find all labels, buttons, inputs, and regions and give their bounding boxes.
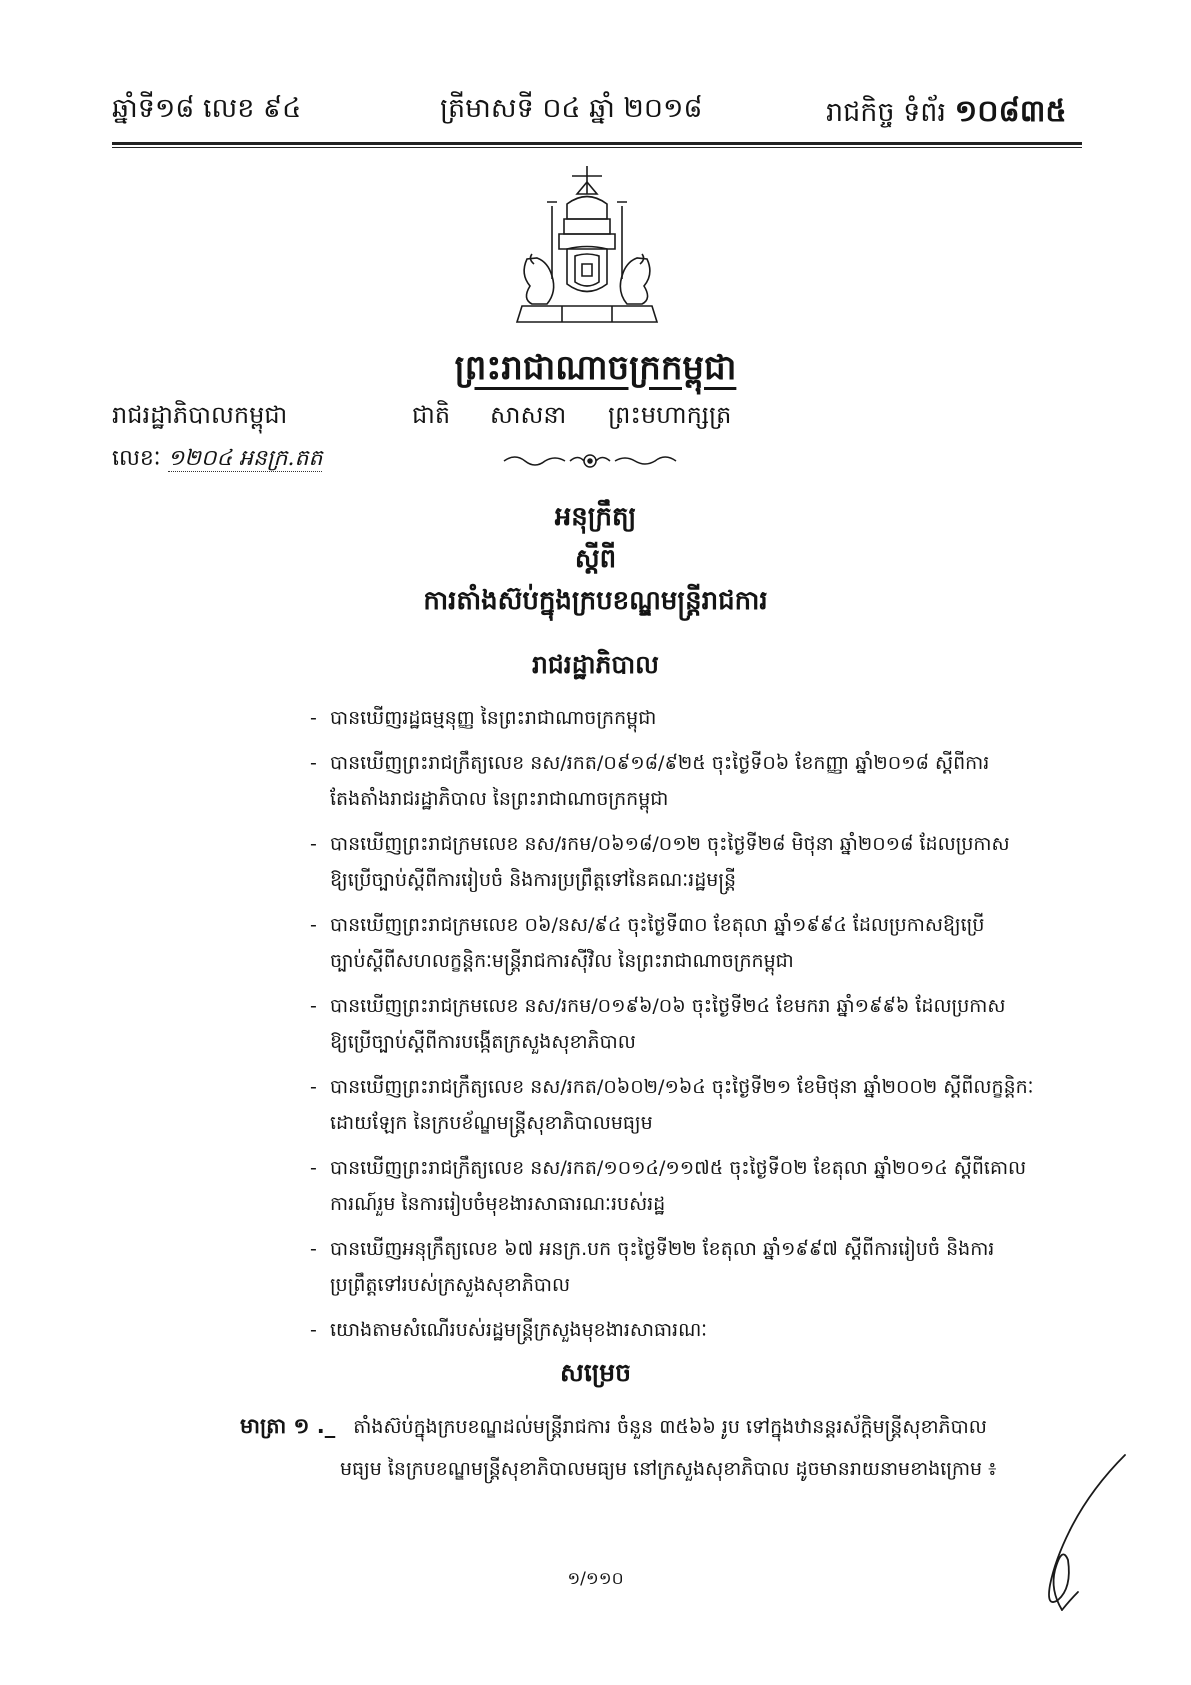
- consideration-item: - បានឃើញអនុក្រឹត្យលេខ ៦៧ អនក្រ.បក ចុះថ្ងៃទី២២ ខែតុលា ឆ្នាំ១៩៩៧ ស្ដីពីការរៀបចំ និងការ ប្រព្រឹត្តទៅរបស់ក្រសួងសុខាភិបាល: [310, 1238, 995, 1296]
- consideration-item: - បានឃើញព្រះរាជក្រមលេខ នស/រកម/០១៩៦/០៦ ចុះថ្ងៃទី២៤ ខែមករា ឆ្នាំ១៩៩៦ ដែលប្រកាស ឱ្យប្រើច្បាប់ស្ដីពីការបង្កើតក្រសួងសុខាភិបាល: [310, 995, 1006, 1053]
- motto-nation: ជាតិ: [412, 401, 451, 429]
- gazette-date: ត្រីមាសទី ០៤ ឆ្នាំ ២០១៨: [440, 93, 703, 124]
- reference-number: [112, 444, 322, 476]
- royal-coat-of-arms-icon: [512, 164, 662, 334]
- motto-king: ព្រះមហាក្សត្រ: [608, 401, 732, 429]
- consideration-item: - បានឃើញព្រះរាជក្រមលេខ នស/រកម/០៦១៨/០១២ ចុះថ្ងៃទី២៨ មិថុនា ឆ្នាំ២០១៨ ដែលប្រកាស ឱ្យប្រើច្បាប់ស្ដីពីការរៀបចំ និងការប្រព្រឹត្តទៅនៃគណៈរដ្ឋមន្ត្រី: [310, 833, 1010, 891]
- consideration-item: - បានឃើញរដ្ឋធម្មនុញ្ញ នៃព្រះរាជាណាចក្រកម្ពុជា: [310, 707, 657, 729]
- decree-subject: ការតាំងស៊ប់ក្នុងក្របខណ្ឌមន្ត្រីរាជការ: [423, 586, 768, 616]
- decree-title: អនុក្រឹត្យ: [554, 502, 637, 532]
- motto-religion: សាសនា: [490, 401, 567, 429]
- reference-value: ១២០៤ អនក្រ.តត: [167, 446, 323, 471]
- gazette-page-info: [826, 92, 1067, 136]
- article-1: [240, 1405, 1060, 1490]
- decision-heading: សម្រេច: [560, 1358, 631, 1387]
- consideration-item: - បានឃើញព្រះរាជក្រឹត្យលេខ នស/រកត/១០១៤/១១៧៥ ចុះថ្ងៃទី០២ ខែតុលា ឆ្នាំ២០១៤ ស្ដីពីគោល ការណ៍រួម នៃការរៀបចំមុខងារសាធារណៈរបស់រដ្ឋ: [310, 1157, 1027, 1215]
- kingdom-title: ព្រះរាជាណាចក្រកម្ពុជា: [454, 348, 737, 388]
- signature-icon: [1000, 1450, 1130, 1620]
- consideration-item: - បានឃើញព្រះរាជក្រមលេខ ០៦/នស/៩៤ ចុះថ្ងៃទី៣០ ខែតុលា ឆ្នាំ១៩៩៤ ដែលប្រកាសឱ្យប្រើ ច្បាប់ស្ដីពីសហលក្ខន្តិកៈមន្ត្រីរាជការស៊ីវិល នៃព្រះរាជាណាចក្រកម្ពុជា: [310, 914, 985, 972]
- header-rule: [112, 142, 1082, 148]
- consideration-item: - យោងតាមសំណើរបស់រដ្ឋមន្ត្រីក្រសួងមុខងារសាធារណៈ: [310, 1319, 708, 1341]
- reference-label: លេខៈ: [112, 446, 161, 471]
- article-1-text-line1: តាំងស៊ប់ក្នុងក្របខណ្ឌដល់មន្ត្រីរាជការ ចំនួន ៣៥៦៦ រូប ទៅក្នុងឋានន្តរស័ក្តិមន្ត្រីសុខាភិបាល: [353, 1416, 987, 1438]
- consideration-item: - បានឃើញព្រះរាជក្រឹត្យលេខ នស/រកត/០៦០២/១៦៤ ចុះថ្ងៃទី២១ ខែមិថុនា ឆ្នាំ២០០២ ស្ដីពីលក្ខន្តិកៈ ដោយឡែក នៃក្របខ័ណ្ឌមន្ត្រីសុខាភិបាលមធ្យម: [310, 1076, 1034, 1134]
- article-1-label: មាត្រា ១ ._: [240, 1414, 336, 1438]
- gazette-page-label: រាជកិច្ច ទំព័រ: [826, 97, 946, 128]
- ornamental-divider-icon: [500, 450, 680, 472]
- article-1-text-line2: មធ្យម នៃក្របខណ្ឌមន្ត្រីសុខាភិបាលមធ្យម នៅក្រសួងសុខាភិបាល ដូចមានរាយនាមខាងក្រោម ៖: [340, 1458, 997, 1480]
- issuer: រាជរដ្ឋាភិបាលកម្ពុជា: [112, 401, 288, 429]
- decree-subject-label: ស្ដីពី: [574, 544, 617, 574]
- consideration-item: - បានឃើញព្រះរាជក្រឹត្យលេខ នស/រកត/០៩១៨/៩២៥ ចុះថ្ងៃទី០៦ ខែកញ្ញា ឆ្នាំ២០១៨ ស្តីពីការ តែងតាំងរាជរដ្ឋាភិបាល នៃព្រះរាជាណាចក្រកម្ពុជា: [310, 752, 990, 810]
- page-number: ១/១១០: [567, 1569, 624, 1589]
- gazette-page-number: ១០៨៣៥: [954, 94, 1067, 129]
- gazette-year-issue: ឆ្នាំទី១៨ លេខ ៩៤: [112, 93, 302, 124]
- government-heading: រាជរដ្ឋាភិបាល: [532, 650, 659, 679]
